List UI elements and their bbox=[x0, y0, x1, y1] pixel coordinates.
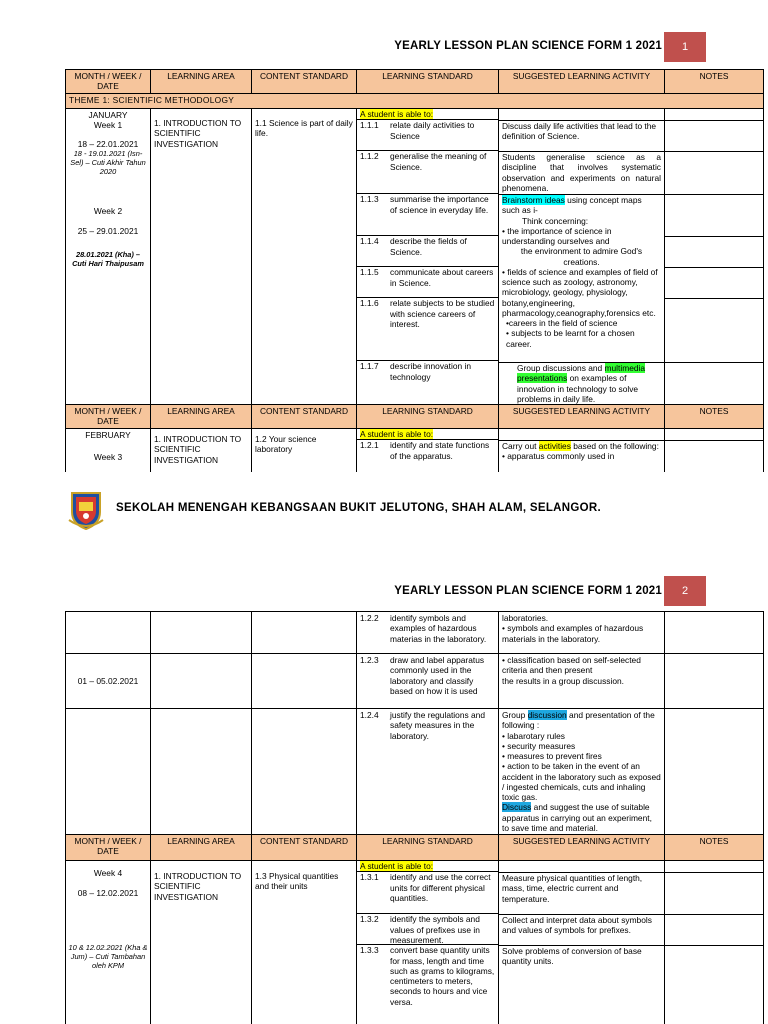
month-label: JANUARY bbox=[88, 110, 128, 120]
table-header-row: MONTH / WEEK / DATE LEARNING AREA CONTENT STANDARD LEARNING STANDARD SUGGESTED LEARNING ACTIVITY NOTES bbox=[66, 835, 764, 861]
learning-area-cell: 1. INTRODUCTION TO SCIENTIFIC INVESTIGATION bbox=[151, 861, 252, 1024]
week-cell bbox=[66, 109, 151, 405]
table-header-row: MONTH / WEEK / DATE LEARNING AREA CONTENT STANDARD LEARNING STANDARD SUGGESTED LEARNING ACTIVITY NOTES bbox=[66, 405, 764, 429]
content-standard-cell: 1.3 Physical quantities and their units bbox=[252, 861, 357, 1024]
standard-item: 1.1.4 describe the fields of Science. bbox=[357, 235, 498, 266]
holiday-note: 18 - 19.01.2021 (Isn-Sel) – Cuti Akhir Tahun 2020 bbox=[70, 148, 146, 176]
content-standard-cell: 1.2 Your science laboratory bbox=[252, 429, 357, 474]
activity-cell: laboratories. • symbols and examples of hazardous materials in the laboratory. bbox=[499, 612, 665, 654]
table-row bbox=[66, 109, 764, 405]
table-header-row bbox=[66, 70, 764, 94]
activity-cell bbox=[499, 109, 665, 405]
date-range: 25 – 29.01.2021 bbox=[77, 226, 139, 237]
highlight-brainstorm: Brainstorm ideas bbox=[502, 195, 565, 205]
activity-text: Students generalise science as a discipline that involves systematic observation and experiments on natural phenomena. bbox=[499, 151, 664, 194]
week-label: Week 2 bbox=[93, 205, 123, 216]
activity-cell: • classification based on self-selected criteria and then present the results in a group discussion. bbox=[499, 654, 665, 709]
notes-cell bbox=[665, 861, 764, 1024]
week-cell: Week 4 08 – 12.02.2021 10 & 12.02.2021 (Kha & Jum) – Cuti Tambahan oleh KPM bbox=[66, 861, 151, 1024]
notes-cell bbox=[665, 429, 764, 474]
header-suggested-activity: SUGGESTED LEARNING ACTIVITY bbox=[499, 70, 665, 94]
standard-item: 1.1.3 summarise the importance of science in everyday life. bbox=[357, 193, 498, 235]
highlight-discuss: Discuss bbox=[502, 802, 532, 813]
table-row bbox=[66, 654, 764, 709]
page-number-badge: 1 bbox=[664, 32, 706, 62]
activity-block: Brainstorm ideas using concept maps such as i- Think concerning: • the importance of science in understanding ourselves and the environment to admire God's creations. • fields of science and examples of field of science such as zoology, astronomy, microbiology, geology, physiology, botany,engineering, pharmacology,ceanography,forensics etc. •careers in the field of science • subjects to be learnt for a chosen career. bbox=[499, 194, 664, 362]
week-label: Week 1 bbox=[93, 120, 123, 131]
holiday-note: 28.01.2021 (Kha) – Cuti Hari Thaipusam bbox=[72, 250, 144, 269]
lesson-plan-table bbox=[65, 69, 764, 474]
learning-area-cell: 1. INTRODUCTION TO SCIENTIFIC INVESTIGATION bbox=[151, 429, 252, 474]
standard-item: 1.1.2 generalise the meaning of Science. bbox=[357, 150, 498, 193]
school-name: SEKOLAH MENENGAH KEBANGSAAN BUKIT JELUTONG, SHAH ALAM, SELANGOR. bbox=[116, 502, 601, 514]
learning-standard-cell: A student is able to: 1.2.1 identify and state functions of the apparatus. bbox=[357, 429, 499, 474]
date-range: 01 – 05.02.2021 bbox=[66, 654, 151, 709]
learning-area-cell: 1. INTRODUCTION TO SCIENTIFIC INVESTIGATION bbox=[151, 109, 252, 405]
header-notes: NOTES bbox=[665, 70, 764, 94]
learning-standard-cell bbox=[357, 109, 499, 405]
learning-standard-cell: 1.2.2 identify symbols and examples of hazardous materias in the laboratory. bbox=[357, 612, 499, 654]
highlight-multimedia: multimedia bbox=[604, 363, 646, 373]
activity-text: Discuss daily life activities that lead to the definition of Science. bbox=[499, 120, 664, 151]
school-footer bbox=[0, 490, 768, 538]
highlight-discussion: discussion bbox=[527, 710, 567, 720]
holiday-note: 10 & 12.02.2021 (Kha & Jum) – Cuti Tambahan oleh KPM bbox=[68, 942, 148, 970]
highlight-presentations: presentations bbox=[517, 373, 568, 384]
learning-standard-cell: A student is able to: 1.3.1 identify and use the correct units for different physical quantities. 1.3.2 identify the symbols and values of prefixes use in measurement. 1.3.3 convert base quantity units for mass, length and time such as grams to kilograms, centimeters to meters, seconds to hours and vice versa. bbox=[357, 861, 499, 1024]
date-range: 18 – 22.01.2021 bbox=[77, 138, 139, 149]
header-week: MONTH / WEEK / DATE bbox=[66, 70, 151, 94]
activity-cell: Carry out activities based on the following: • apparatus commonly used in bbox=[499, 429, 665, 474]
activity-cell: Group discussion and presentation of the following : • labarotary rules • security measures • measures to prevent fires • action to be taken in the event of an accident in the laboratory such as exposed / ingested chemicals, cuts and inhaling toxic gas. Discuss and suggest the use of suitable apparatus in carrying out an experiment, to save time and material. bbox=[499, 709, 665, 835]
week-cell: FEBRUARY Week 3 bbox=[66, 429, 151, 474]
table-row bbox=[66, 861, 764, 1024]
page-title: YEARLY LESSON PLAN SCIENCE FORM 1 2021 bbox=[394, 40, 662, 52]
activity-cell: Measure physical quantities of length, mass, time, electric current and temperature. Collect and interpret data about symbols and values of symbols for prefixes. Solve problems of conversion of base quantity units. bbox=[499, 861, 665, 1024]
standard-item: 1.1.7 describe innovation in technology bbox=[357, 360, 498, 402]
header-learning-standard: LEARNING STANDARD bbox=[357, 70, 499, 94]
learning-standard-cell: 1.2.4 justify the regulations and safety measures in the laboratory. bbox=[357, 709, 499, 835]
lesson-plan-table bbox=[65, 611, 764, 1024]
activity-block: Group discussions and multimedia presentations on examples of innovation in technology to solve problems in daily life. bbox=[499, 362, 664, 404]
school-crest-icon bbox=[68, 490, 104, 530]
header-learning-area: LEARNING AREA bbox=[151, 70, 252, 94]
highlight-activities: activities bbox=[538, 441, 571, 451]
page-gap bbox=[0, 472, 768, 555]
standard-item: 1.1.1 relate daily activities to Science bbox=[357, 119, 498, 150]
table-row bbox=[66, 429, 764, 474]
table-row bbox=[66, 612, 764, 654]
content-standard-cell: 1.1 Science is part of daily life. bbox=[252, 109, 357, 405]
page-number-badge: 2 bbox=[664, 576, 706, 606]
header-content-standard: CONTENT STANDARD bbox=[252, 70, 357, 94]
notes-cell bbox=[665, 109, 764, 405]
standard-item: 1.1.6 relate subjects to be studied with science careers of interest. bbox=[357, 297, 498, 360]
theme-row: THEME 1: SCIENTIFIC METHODOLOGY bbox=[66, 94, 764, 109]
page-title: YEARLY LESSON PLAN SCIENCE FORM 1 2021 bbox=[394, 585, 662, 597]
standard-item: 1.1.5 communicate about careers in Science. bbox=[357, 266, 498, 297]
page-1 bbox=[0, 0, 768, 472]
learning-standard-cell: 1.2.3 draw and label apparatus commonly used in the laboratory and classify based on how it is used bbox=[357, 654, 499, 709]
page-2 bbox=[0, 555, 768, 1024]
able-label: A student is able to: bbox=[360, 109, 434, 119]
table-row bbox=[66, 709, 764, 835]
